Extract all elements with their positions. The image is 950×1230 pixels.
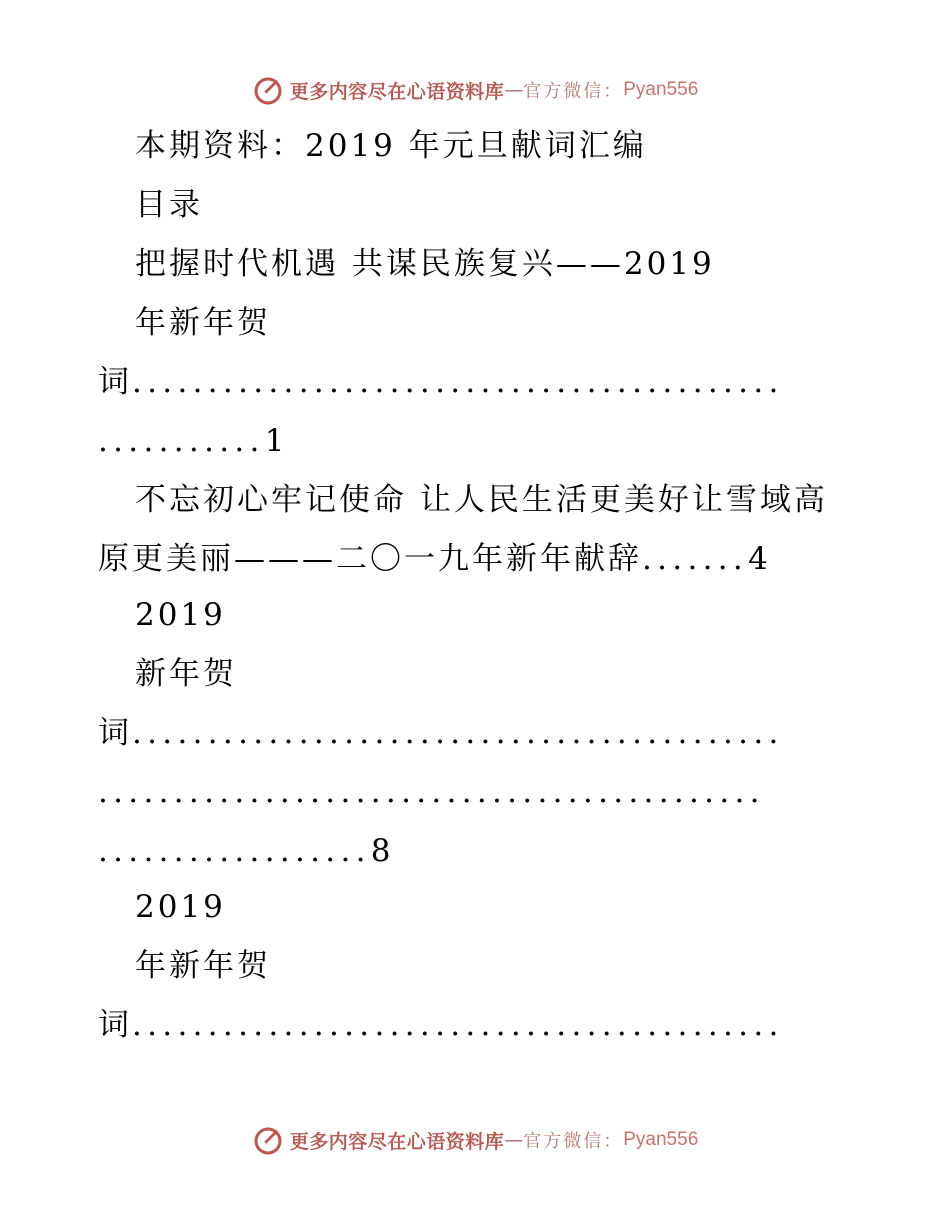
toc-entry-3-leader-line3 [98, 831, 394, 871]
toc-heading: 目录 [135, 187, 203, 223]
footer-banner [0, 1120, 950, 1160]
toc-entry-1-title-line3: 词 [98, 364, 132, 400]
toc-entry-1-dot-leader-2: ........... [98, 423, 265, 459]
toc-entry-2-title-line2: 原更美丽———二〇一九年新年献辞 [98, 541, 642, 577]
issue-title: 本期资料：2019 年元旦献词汇编 [135, 128, 647, 164]
toc-entry-3-page-number: 8 [370, 833, 394, 869]
toc-entry-4-dot-leader: ........................................... [132, 1007, 784, 1043]
toc-entry-3-title-line1: 2019 [135, 597, 226, 633]
toc-entry-1-leader-line2 [98, 421, 287, 461]
toc-entry-3-dot-leader-3: .................. [98, 833, 371, 869]
toc-entry-3-title-line3: 词 [98, 715, 132, 751]
toc-entry-2-dot-leader: ....... [642, 541, 749, 577]
toc-entry-1-page-number: 1 [264, 423, 288, 459]
toc-entry-2-title-line1: 不忘初心牢记使命 让人民生活更美好让雪域高 [135, 482, 828, 518]
toc-entry-2-title-line2-row [98, 539, 771, 579]
toc-entry-1-dot-leader: ........................................... [132, 364, 784, 400]
banner-slogan: 更多内容尽在心语资料库 [289, 80, 505, 103]
banner-wechat-id: Pyan556 [623, 1129, 699, 1150]
banner-slogan: 更多内容尽在心语资料库 [289, 1130, 505, 1153]
toc-entry-3-leader-line2 [98, 772, 765, 812]
pen-nib-circle-icon [252, 74, 284, 106]
toc-entry-4-title-line3: 词 [98, 1007, 132, 1043]
toc-entry-2-page-number: 4 [748, 541, 771, 577]
toc-entry-1-title-line2: 年新年贺 [135, 305, 271, 341]
banner-separator: — [504, 79, 524, 101]
toc-entry-3-leader-line1 [98, 713, 784, 753]
toc-entry-1-title-line1: 把握时代机遇 共谋民族复兴——2019 [135, 246, 715, 282]
toc-entry-4-title-line2: 年新年贺 [135, 948, 271, 984]
toc-entry-3-title-line2: 新年贺 [135, 656, 237, 692]
header-banner [0, 70, 950, 110]
toc-entry-1-leader-line1 [98, 362, 784, 402]
toc-entry-4-leader-line1 [98, 1005, 784, 1045]
banner-wechat-id: Pyan556 [623, 79, 699, 100]
banner-wechat-label: 官方微信： [523, 1131, 624, 1152]
toc-entry-4-title-line1: 2019 [135, 889, 226, 925]
banner-wechat-label: 官方微信： [523, 81, 624, 102]
banner-separator: — [504, 1129, 524, 1151]
toc-entry-3-dot-leader-2: ............................................ [98, 774, 765, 810]
toc-entry-3-dot-leader: ........................................... [132, 715, 784, 751]
pen-nib-circle-icon [252, 1124, 284, 1156]
